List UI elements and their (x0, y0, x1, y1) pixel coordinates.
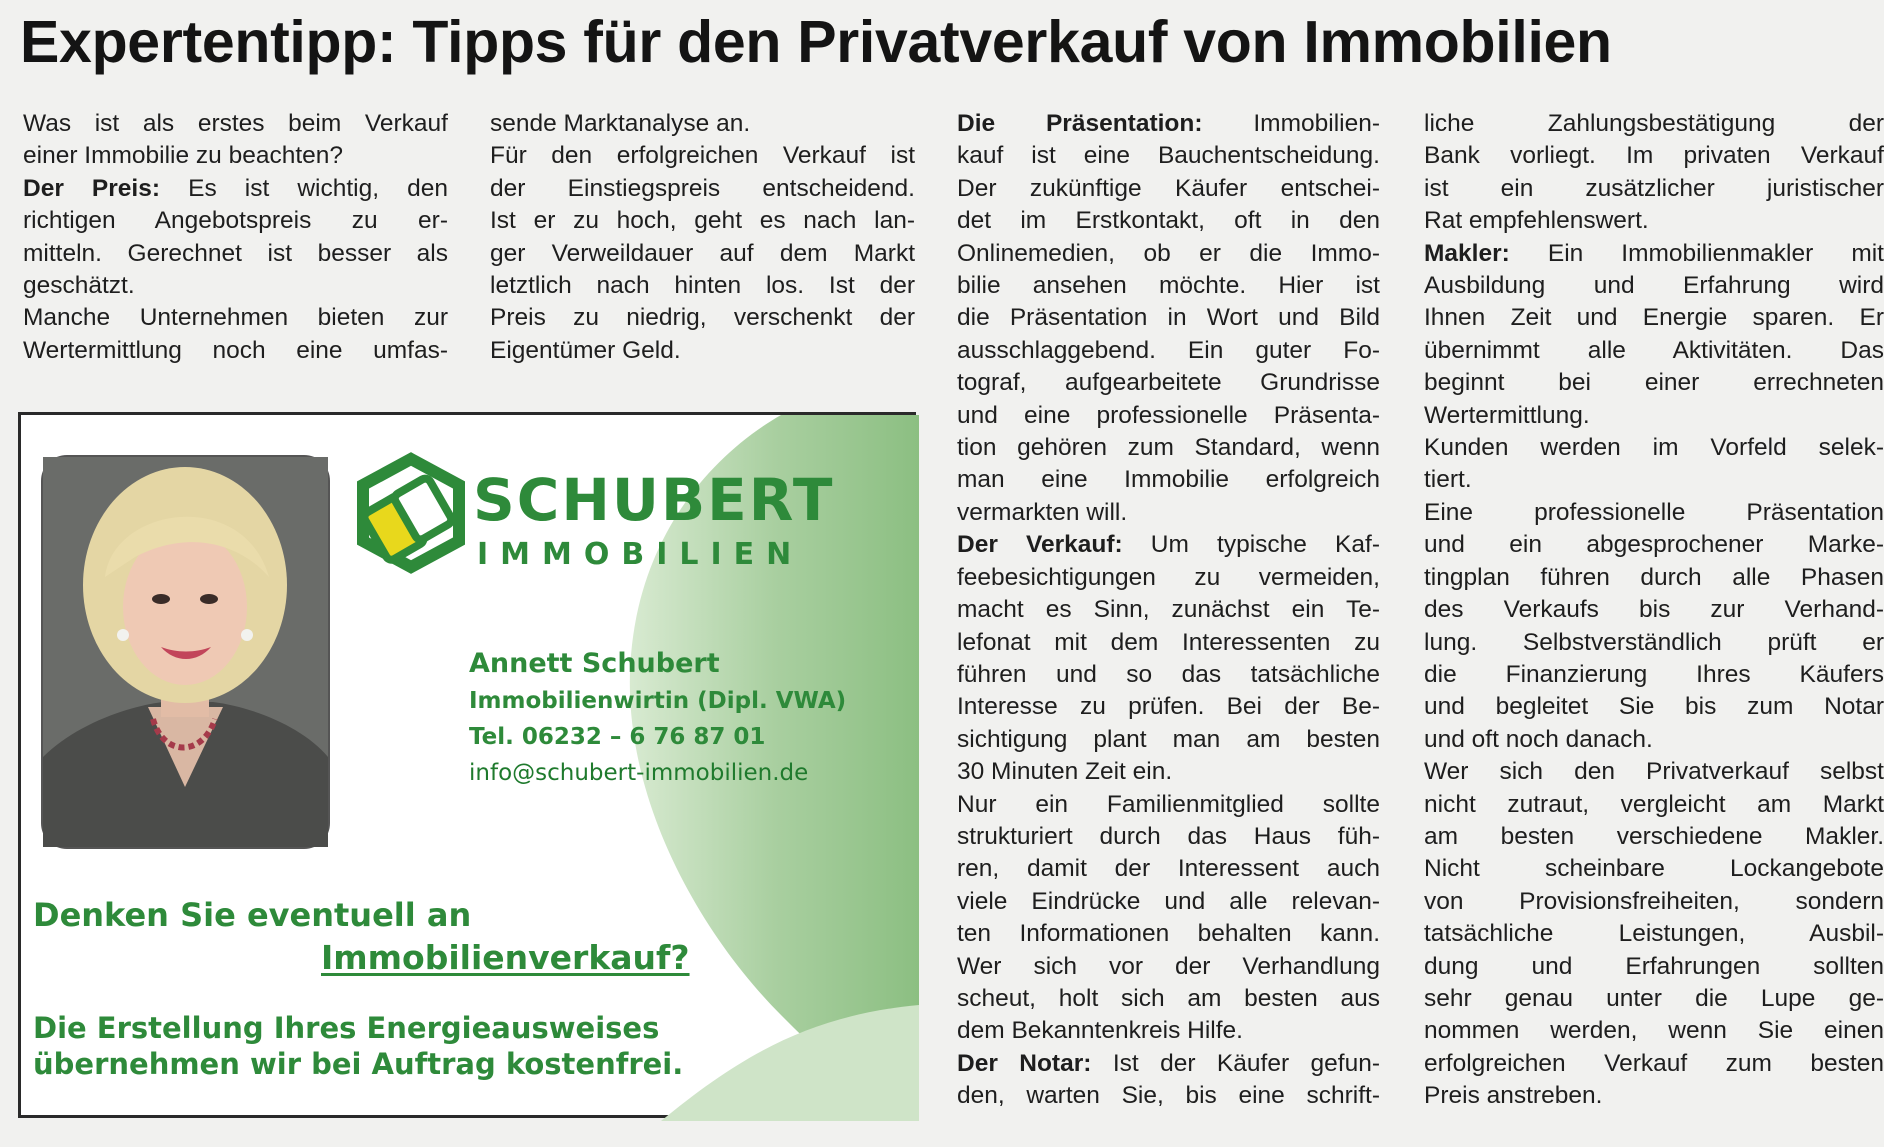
article-column-1 (23, 108, 448, 367)
text-line: ausschlaggebend. Ein guter Fo- (957, 336, 1380, 364)
schubert-logo-icon (351, 455, 471, 575)
text-line: tion gehören zum Standard, wenn (957, 434, 1380, 462)
contact-phone: Tel. 06232 – 6 76 87 01 (469, 724, 766, 750)
text-line: Wertermittlung noch eine umfas- (23, 336, 448, 364)
headline: Expertentipp: Tipps für den Privatverkauf von Immobilien (20, 9, 1612, 75)
text-line: Onlinemedien, ob er die Immo- (957, 239, 1380, 267)
article-column-4 (1424, 108, 1884, 1113)
text-line: die Finanzierung Ihres Käufers (1424, 660, 1884, 688)
text-line: lefonat mit dem Interessenten zu (957, 628, 1380, 656)
makler-paragraph (1424, 238, 1884, 432)
text-line: beginnt bei einer errechneten (1424, 369, 1884, 397)
text-line: tingplan führen durch alle Phasen (1424, 563, 1884, 591)
text-line: Interesse zu prüfen. Bei der Be- (957, 693, 1380, 721)
text-line: Kunden werden im Vorfeld selek- (1424, 434, 1884, 462)
text-run: Ein Immobilienmakler mit (1509, 239, 1884, 267)
text-line: Nicht scheinbare Lockangebote (1424, 855, 1884, 883)
praesentation-phasen-paragraph (1424, 497, 1884, 756)
section-label-praesentation: Die Präsentation: (957, 110, 1203, 137)
text-line: ist ein zusätzlicher juristischer (1424, 174, 1884, 202)
text-line: scheut, holt sich am besten aus (957, 984, 1380, 1012)
text-line: man eine Immobilie erfolgreich (957, 466, 1380, 494)
text-line: des Verkaufs bis zur Verhand- (1424, 596, 1884, 624)
text-line: nicht zutraut, vergleicht am Markt (1424, 790, 1884, 818)
verkauf-paragraph (957, 529, 1380, 788)
text-line: nommen werden, wenn Sie einen (1424, 1017, 1884, 1045)
text-line: Der zukünftige Käufer entschei- (957, 174, 1380, 202)
text-line: sehr genau unter die Lupe ge- (1424, 984, 1884, 1012)
text-line: Preis anstreben. (1424, 1082, 1603, 1110)
einstiegspreis-paragraph (490, 140, 915, 367)
text-line: Bank vorliegt. Im privaten Verkauf (1424, 142, 1884, 170)
text-line: lung. Selbstverständlich prüft er (1424, 628, 1884, 656)
text-line: Ihnen Zeit und Energie sparen. Er (1424, 304, 1884, 332)
text-line: am besten verschiedene Makler. (1424, 822, 1884, 850)
text-line: führen und so das tatsächliche (957, 660, 1380, 688)
text-line: die Präsentation in Wort und Bild (957, 304, 1380, 332)
text-line: Preis zu niedrig, verschenkt der (490, 304, 915, 332)
zahlung-paragraph (1424, 108, 1884, 238)
text-line: dem Bekanntenkreis Hilfe. (957, 1017, 1243, 1045)
text-line: geschätzt. (23, 272, 135, 300)
text-line: mitteln. Gerechnet ist besser als (23, 239, 448, 267)
ad-offer-line-2: übernehmen wir bei Auftrag kostenfrei. (33, 1047, 684, 1081)
contact-block (469, 645, 846, 791)
text-line: kauf ist eine Bauchentscheidung. (957, 142, 1380, 170)
intro-paragraph (23, 108, 448, 173)
text-line: Ausbildung und Erfahrung wird (1424, 272, 1884, 300)
schubert-advertisement (18, 412, 916, 1118)
text-line: liche Zahlungsbestätigung der (1424, 110, 1884, 137)
article-column-3 (957, 108, 1380, 1113)
text-line: Ist er zu hoch, geht es nach lan- (490, 207, 915, 235)
ad-question-line-1: Denken Sie eventuell an (33, 896, 472, 934)
familie-paragraph (957, 789, 1380, 1048)
text-line: Was ist als erstes beim Verkauf (23, 110, 448, 137)
text-line: dung und Erfahrungen sollten (1424, 952, 1884, 980)
text-line: Eine professionelle Präsentation (1424, 498, 1884, 526)
section-label-notar: Der Notar: (957, 1049, 1092, 1077)
notar-paragraph (957, 1048, 1380, 1113)
text-line: bilie ansehen möchte. Hier ist (957, 272, 1380, 300)
text-line: feebesichtigungen zu vermeiden, (957, 563, 1380, 591)
section-label-verkauf: Der Verkauf: (957, 531, 1123, 559)
text-line: Manche Unternehmen bieten zur (23, 304, 448, 332)
text-line: richtigen Angebotspreis zu er- (23, 207, 448, 235)
text-line (1424, 238, 1884, 270)
text-line (957, 529, 1380, 561)
text-line: vermarkten will. (957, 498, 1128, 526)
text-line: einer Immobilie zu beachten? (23, 142, 344, 170)
contact-title: Immobilienwirtin (Dipl. VWA) (469, 688, 847, 714)
text-run: Ist der Käufer gefun- (1091, 1049, 1380, 1077)
text-line: den, warten Sie, bis eine schrift- (957, 1082, 1380, 1110)
text-line: und oft noch danach. (1424, 725, 1653, 753)
preis-paragraph (23, 173, 448, 303)
text-line: tograf, aufgearbeitete Grundrisse (957, 369, 1380, 397)
text-line: sende Marktanalyse an. (490, 110, 751, 137)
section-label-preis: Der Preis: (23, 174, 161, 202)
ad-offer-line-1: Die Erstellung Ihres Energieausweises (33, 1011, 660, 1045)
text-line: und ein abgesprochener Marke- (1424, 531, 1884, 559)
text-line: und eine professionelle Präsenta- (957, 401, 1380, 429)
privatverkauf-paragraph (1424, 756, 1884, 1112)
text-line: von Provisionsfreiheiten, sondern (1424, 887, 1884, 915)
text-line: tiert. (1424, 466, 1472, 494)
ad-offer-text (33, 1010, 683, 1082)
text-line (23, 173, 448, 205)
manche-paragraph (23, 302, 448, 367)
text-line: tatsächliche Leistungen, Ausbil- (1424, 920, 1884, 948)
text-line: ger Verweildauer auf dem Markt (490, 239, 915, 267)
contact-name: Annett Schubert (469, 648, 720, 679)
text-line: ten Informationen behalten kann. (957, 920, 1380, 948)
text-line: der Einstiegspreis entscheidend. (490, 174, 915, 202)
text-line: 30 Minuten Zeit ein. (957, 758, 1173, 786)
text-line: ren, damit der Interessent auch (957, 855, 1380, 883)
text-line: Für den erfolgreichen Verkauf ist (490, 142, 915, 170)
portrait-photo (41, 455, 330, 849)
text-line: Nur ein Familienmitglied sollte (957, 790, 1380, 818)
text-line: und begleitet Sie bis zum Notar (1424, 693, 1884, 721)
text-line: Eigentümer Geld. (490, 336, 681, 364)
text-line: viele Eindrücke und alle relevan- (957, 887, 1380, 915)
marktanalyse-paragraph (490, 108, 915, 140)
text-line: Wer sich den Privatverkauf selbst (1424, 758, 1884, 786)
article-column-2 (490, 108, 915, 367)
text-run: Es ist wichtig, den (160, 174, 448, 202)
text-line (957, 108, 1380, 140)
text-run: Um typische Kaf- (1122, 531, 1380, 559)
text-line: Wer sich vor der Verhandlung (957, 952, 1380, 980)
ad-question-line-2: Immobilienverkauf? (321, 938, 690, 977)
kunden-paragraph (1424, 432, 1884, 497)
section-label-makler: Makler: (1424, 239, 1510, 267)
text-line: erfolgreichen Verkauf zum besten (1424, 1049, 1884, 1077)
text-line: letztlich nach hinten los. Ist der (490, 272, 915, 300)
text-line: sichtigung plant man am besten (957, 725, 1380, 753)
brand-subtitle: IMMOBILIEN (477, 537, 804, 572)
text-line: Rat empfehlenswert. (1424, 207, 1649, 235)
text-line: strukturiert durch das Haus füh- (957, 822, 1380, 850)
text-line: macht es Sinn, zunächst ein Te- (957, 596, 1380, 624)
text-line: Wertermittlung. (1424, 401, 1590, 429)
brand-name: SCHUBERT (473, 466, 835, 534)
text-line (957, 1048, 1380, 1080)
contact-email: info@schubert-immobilien.de (469, 760, 809, 786)
text-line: det im Erstkontakt, oft in den (957, 207, 1380, 235)
text-line: übernimmt alle Aktivitäten. Das (1424, 336, 1884, 364)
text-run: Immobilien- (1202, 110, 1380, 137)
praesentation-paragraph (957, 108, 1380, 529)
